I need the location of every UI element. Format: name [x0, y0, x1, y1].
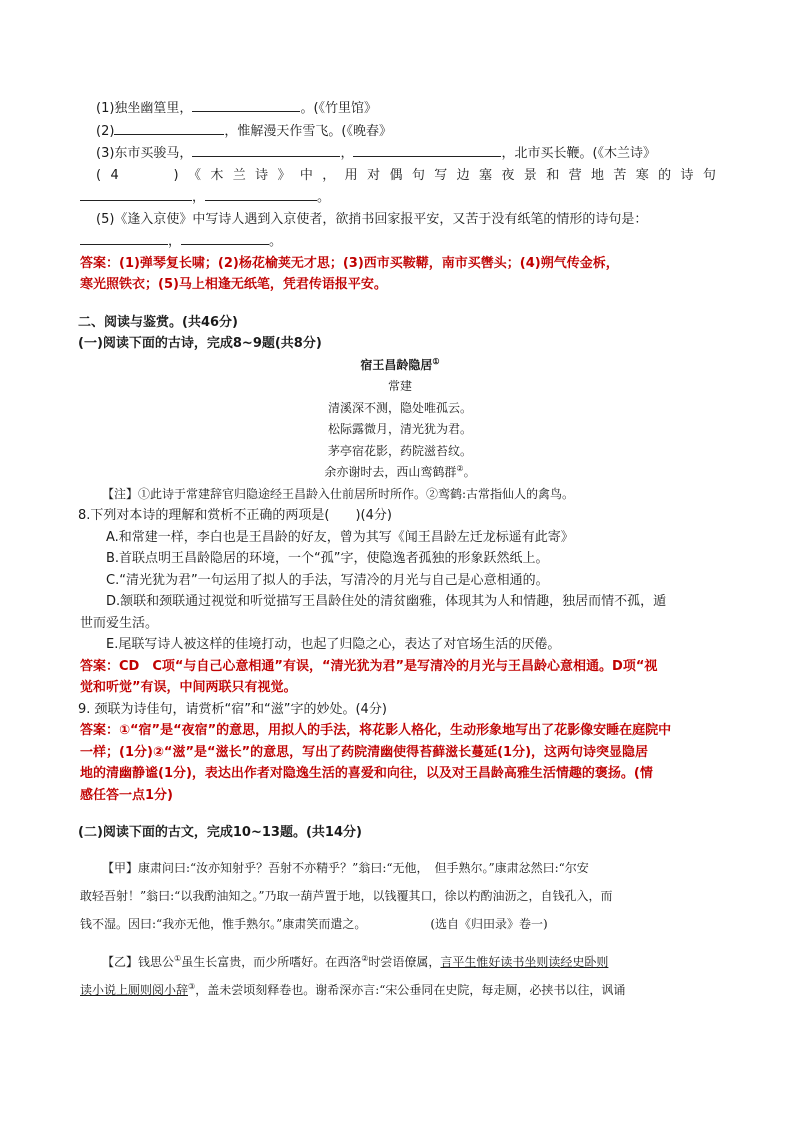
fill-answer-cont: 寒光照铁衣；(5)马上相逢无纸笔，凭君传语报平安。 — [80, 277, 387, 292]
q8-option-d-cont: 世而爱生活。 — [80, 615, 159, 631]
fill-q1: (1)独坐幽篁里， 。(《竹里馆》 — [80, 97, 720, 120]
poem-title: 宿王昌龄隐居① — [360, 355, 440, 372]
passage-source: (选自《归田录》卷一) — [430, 916, 548, 931]
fill-q3: (3)东市买骏马， ， ，北市买长鞭。(《木兰诗》 — [80, 142, 720, 165]
fill-q5-blanks: ， 。 — [80, 230, 720, 253]
answer-blank[interactable] — [192, 142, 340, 157]
fill-answer: 答案：(1)弹琴复长啸；(2)杨花榆荚无才思；(3)西市买鞍鞯，南市买辔头；(4)朔气传金柝， — [80, 255, 619, 271]
poem — [80, 355, 720, 484]
q8-answer: 答案：CD C项“与自己心意相通”有误，“清光犹为君”是写清冷的月光与王昌龄心意相通。D项“视 — [80, 658, 658, 674]
document-page — [80, 97, 720, 1004]
poem-line: 松际露微月，清光犹为君。 — [327, 422, 472, 436]
poem-author: 常建 — [387, 379, 412, 393]
q8-option-b: B.首联点明王昌龄隐居的环境，一个“孤”字，使隐逸者孤独的形象跃然纸上。 — [106, 551, 549, 566]
answer-blank[interactable] — [80, 230, 168, 245]
passage-line: 钱不湿。因曰:“我亦无他，惟手熟尔。”康肃笑而遣之。 (选自《归田录》卷一) — [80, 910, 720, 938]
underlined-sentence: 言平生惟好读书坐则读经史卧则 — [440, 954, 609, 969]
section-title: 二、阅读与鉴赏。(共46分) — [78, 314, 238, 330]
q9-answer: 答案：①“宿”是“夜宿”的意思，用拟人的手法，将花影人格化，生动形象地写出了花影像安睡在庭院中 — [80, 723, 672, 738]
q9-answer-cont: 地的清幽静谧(1分)，表达出作者对隐逸生活的喜爱和向往，以及对王昌龄高雅生活情趣的褒扬。(情 — [80, 766, 653, 781]
poem-note: 【注】①此诗于常建辞官归隐途经王昌龄入仕前居所时所作。②鸾鹤:古常指仙人的禽鸟。 — [102, 486, 575, 501]
q9-answer-cont: 感任答一点1分) — [80, 787, 173, 803]
q8-option-e: E.尾联写诗人被这样的佳境打动，也起了归隐之心，表达了对官场生活的厌倦。 — [106, 637, 561, 652]
q8-option-a: A.和常建一样，李白也是王昌龄的好友，曾为其写《闻王昌龄左迁龙标遥有此寄》 — [106, 529, 574, 545]
spacer — [128, 165, 164, 187]
fill-q4-blanks: ， 。 — [80, 186, 720, 209]
q8-option-d: D.颔联和颈联通过视觉和听觉描写王昌龄住处的清贫幽雅，体现其为人和情趣，独居而情不孤，遁 — [106, 594, 667, 609]
part2-title: (二)阅读下面的古文，完成10~13题。(共14分) — [78, 825, 362, 840]
passage-line: 【乙】钱思公①虽生长富贵，而少所嗜好。在西洛②时尝语僚属，言平生惟好读书坐则读经史卧则 — [102, 953, 609, 969]
poem-line: 茅亭宿花影，药院滋苔纹。 — [327, 443, 472, 458]
fill-q5: (5)《逢入京使》中写诗人遇到入京使者，欲捎书回家报平安，又苦于没有纸笔的情形的诗句是： — [96, 211, 648, 227]
q9-stem: 9. 颈联为诗佳句，请赏析“宿”和“滋”字的妙处。(4分) — [78, 701, 387, 717]
passage-line: 【甲】康肃问曰:“汝亦知射乎？吾射不亦精乎？”翁曰:“无他， 但手熟尔。”康肃忿然曰:“尔安 — [102, 860, 589, 875]
answer-blank[interactable] — [181, 230, 269, 245]
passage-yi — [80, 948, 720, 1004]
passage-line: 读小说上厕则阅小辞③，盖未尝顷刻释卷也。谢希深亦言:“宋公垂同在史院，每走厕，必挟书以往，讽诵 — [80, 981, 626, 997]
answer-blank[interactable] — [80, 186, 192, 201]
q8-stem: 8.下列对本诗的理解和赏析不正确的两项是( )(4分) — [78, 508, 392, 523]
fill-q4: ( 4 ) 《 木 兰 诗 》 中 ， 用 对 偶 句 写 边 塞 夜 景 和 营 地 苦 寒 的 诗 句 — [80, 165, 720, 187]
q9-answer-cont: 一样；(1分)②“滋”是“滋长”的意思，写出了药院清幽使得苔藓滋长蔓延(1分)，这两句诗突显隐居 — [80, 744, 649, 760]
q8-option-c: C.“清光犹为君”一句运用了拟人的手法，写清冷的月光与自己是心意相通的。 — [106, 572, 549, 588]
passage-jia — [80, 854, 720, 938]
passage-line: 敢轻吾射！”翁曰:“以我酌油知之。”乃取一葫芦置于地，以钱覆其口，徐以杓酌油沥之，自钱孔入，而 — [80, 888, 613, 903]
poem-line: 余亦谢时去，西山鸾鹤群②。 — [324, 464, 476, 479]
fill-q2: (2) ，惟解漫天作雪飞。(《晚春》 — [80, 120, 720, 143]
answer-blank[interactable] — [205, 186, 317, 201]
part1-title: (一)阅读下面的古诗，完成8~9题(共8分) — [78, 336, 322, 351]
q8-answer-cont: 觉和听觉”有误，中间两联只有视觉。 — [80, 680, 297, 695]
answer-blank[interactable] — [114, 120, 224, 135]
poem-line: 清溪深不测，隐处唯孤云。 — [327, 400, 472, 415]
underlined-sentence: 读小说上厕则阅小辞 — [80, 982, 189, 997]
answer-blank[interactable] — [353, 142, 501, 157]
answer-blank[interactable] — [192, 97, 300, 112]
